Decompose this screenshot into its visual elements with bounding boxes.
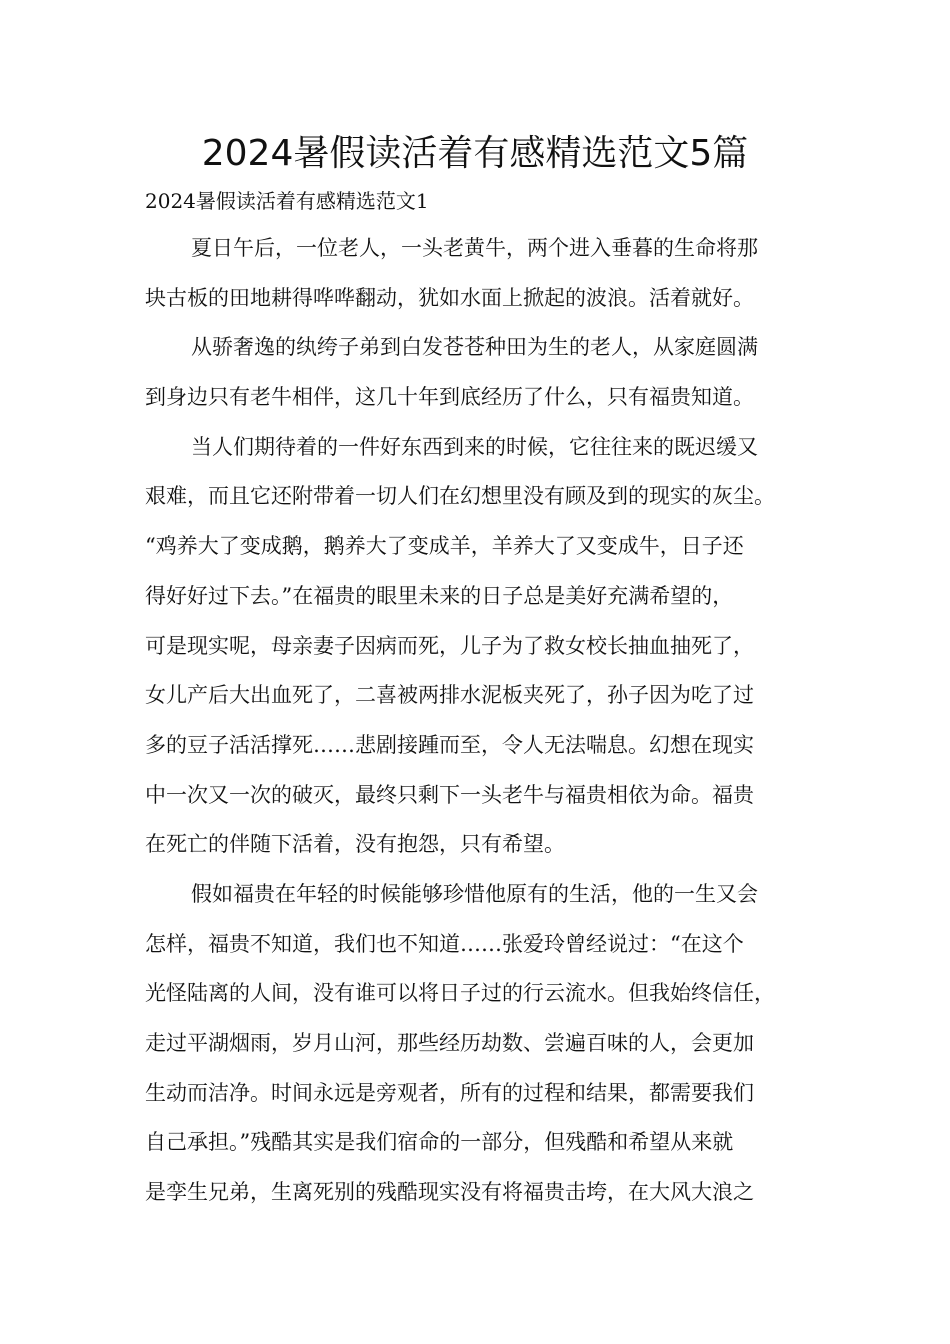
paragraph-line: 到身边只有老牛相伴，这几十年到底经历了什么，只有福贵知道。	[145, 385, 754, 410]
paragraph-line: 得好好过下去。”在福贵的眼里未来的日子总是美好充满希望的，	[145, 583, 734, 608]
paragraph-line: 假如福贵在年轻的时候能够珍惜他原有的生活，他的一生又会	[191, 881, 758, 906]
paragraph-line: 可是现实呢，母亲妻子因病而死，儿子为了救女校长抽血抽死了，	[145, 633, 754, 658]
paragraph-line: 当人们期待着的一件好东西到来的时候，它往往来的既迟缓又	[191, 434, 758, 459]
paragraph-line: 多的豆子活活撑死……悲剧接踵而至，令人无法喘息。幻想在现实	[145, 732, 754, 757]
paragraph-line: 夏日午后，一位老人，一头老黄牛，两个进入垂暮的生命将那	[191, 236, 758, 260]
paragraph-line: 走过平湖烟雨，岁月山河，那些经历劫数、尝遍百味的人，会更加	[145, 1031, 754, 1055]
paragraph-line: 从骄奢逸的纨绔子弟到白发苍苍种田为生的老人，从家庭圆满	[191, 335, 758, 360]
paragraph-line: 女儿产后大出血死了，二喜被两排水泥板夹死了，孙子因为吃了过	[145, 683, 754, 708]
paragraph-line: 生动而洁净。时间永远是旁观者，所有的过程和结果，都需要我们	[145, 1080, 754, 1105]
paragraph-line: 在死亡的伴随下活着，没有抱怨，只有希望。	[145, 832, 565, 857]
paragraph-line: 中一次又一次的破灭，最终只剩下一头老牛与福贵相依为命。福贵	[145, 782, 754, 807]
section-heading: 2024暑假读活着有感精选范文1	[145, 189, 429, 213]
document-title: 2024暑假读活着有感精选范文5篇	[201, 133, 749, 174]
paragraph-line: 艰难，而且它还附带着一切人们在幻想里没有顾及到的现实的灰尘。	[145, 484, 775, 509]
paragraph-line: 光怪陆离的人间，没有谁可以将日子过的行云流水。但我始终信任，	[145, 981, 775, 1006]
paragraph-line: “鸡养大了变成鹅，鹅养大了变成羊，羊养大了又变成牛，日子还	[145, 534, 744, 559]
paragraph-line: 是孪生兄弟，生离死别的残酷现实没有将福贵击垮，在大风大浪之	[145, 1180, 754, 1205]
paragraph-line: 怎样，福贵不知道，我们也不知道……张爱玲曾经说过：“在这个	[145, 931, 744, 956]
paragraph-line: 块古板的田地耕得哗哗翻动，犹如水面上掀起的波浪。活着就好。	[145, 285, 754, 310]
body-text	[145, 224, 820, 1218]
paragraph-line: 自己承担。”残酷其实是我们宿命的一部分，但残酷和希望从来就	[145, 1130, 734, 1155]
